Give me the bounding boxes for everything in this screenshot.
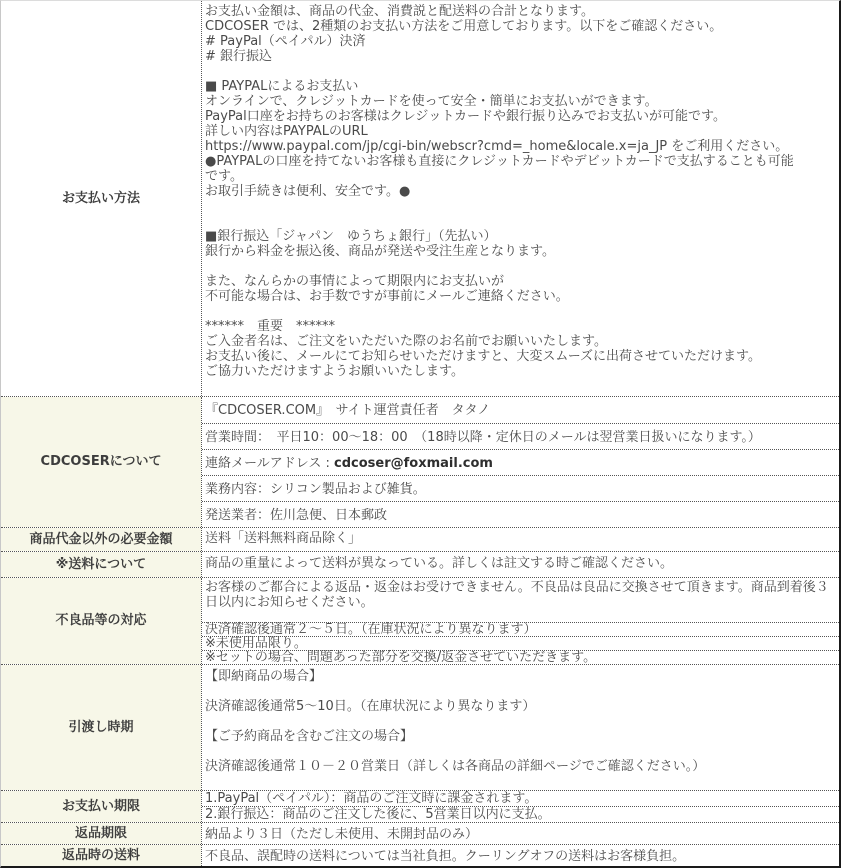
text-line: 【ご予約商品を含むご注文の場合】 xyxy=(205,729,414,744)
row-header-about-cdcoser: CDCOSERについて xyxy=(1,397,201,527)
text-line: 【即納商品の場合】 xyxy=(205,669,323,684)
text-line: CDCOSER では、2種類のお支払い方法をご用意しております。以下をご確認ください。 xyxy=(205,19,723,34)
row-payment-deadline xyxy=(1,790,839,822)
text-line xyxy=(205,259,836,274)
text-line: ●PAYPALの口座を持てないお客様も直接にクレジットカードやデビットカードで支払することも可能 xyxy=(205,154,794,169)
row-return-shipping-fee xyxy=(1,844,839,866)
row-header-payment-method: お支払い方法 xyxy=(1,1,201,396)
payment-method-content xyxy=(202,1,839,396)
defective-policy-main: お客様のご都合による返品・返金はお受けできません。不良品は良品に交換させて頂きます。商品到着後３日以内にお知らせください。 xyxy=(205,580,829,610)
payment-deadline-item-paypal: 1.PayPal（ペイパル）：商品のご注文時に課金されます。 xyxy=(205,791,538,806)
text-line: 不可能な場合は、お手数ですが事前にメールご連絡ください。 xyxy=(205,289,569,304)
text-line: お支払い後に、メールにてお知らせいただけますと、大変スムーズに出荷させていただけます。 xyxy=(205,349,762,364)
row-header-extra-fees: 商品代金以外の必要金額 xyxy=(1,528,201,551)
text-line: PayPal口座をお持ちのお客様はクレジットカードや銀行振り込みでお支払いが可能です。 xyxy=(205,109,726,124)
text-line: ■ PAYPALによるお支払い xyxy=(205,79,359,94)
about-business-hours: 営業時間： 平日10：00～18：00 （18時以降・定休日のメールは翌営業日扱いになります。） xyxy=(202,423,839,449)
text-line: オンラインで、クレジットカードを使って安全・簡単にお支払いができます。 xyxy=(205,94,658,109)
text-line xyxy=(205,199,836,214)
text-line: 詳しい内容はPAYPALのURL xyxy=(205,124,368,139)
text-line: # PayPal（ペイパル）決済 xyxy=(205,34,366,49)
row-header-shipping-note: ※送料について xyxy=(1,552,201,577)
about-site-operator: 『CDCOSER.COM』 サイト運営責任者 タタノ xyxy=(205,403,491,418)
about-business-content: 業務内容：シリコン製品および雑貨。 xyxy=(202,475,839,501)
text-line xyxy=(205,684,836,699)
text-line: また、なんらかの事情によって期限内にお支払いが xyxy=(205,274,505,289)
contact-label: 連絡メールアドレス : xyxy=(205,456,334,471)
shipping-note-content: 商品の重量によって送料が異なっている。詳しくは註文する時ご確認ください。 xyxy=(205,556,674,571)
row-header-delivery-time: 引渡し時期 xyxy=(1,665,201,790)
row-delivery-time xyxy=(1,664,839,790)
row-header-payment-deadline: お支払い期限 xyxy=(1,791,201,822)
text-line: お支払い金額は、商品の代金、消費説と配送料の合計となります。 xyxy=(205,4,594,19)
row-defective-items xyxy=(1,577,839,664)
text-line: https://www.paypal.com/jp/cgi-bin/webscr?cmd=_home&locale.x=ja_JP をご利用ください。 xyxy=(205,139,789,154)
text-line: 決済確認後通常１０－２０営業日（詳しくは各商品の詳細ページでご確認ください。） xyxy=(205,759,706,774)
row-about-cdcoser xyxy=(1,396,839,527)
text-line xyxy=(205,64,836,79)
text-line xyxy=(205,304,836,319)
row-shipping-note xyxy=(1,551,839,577)
row-header-defective-items: 不良品等の対応 xyxy=(1,578,201,664)
defective-policy-item: 決済確認後通常２～５日。（在庫状況により異なります） xyxy=(202,622,839,636)
text-line: 銀行から料金を振込後、商品が発送や受注生産となります。 xyxy=(205,244,555,259)
about-shipping-carrier: 発送業者：佐川急便、日本郵政 xyxy=(202,501,839,527)
text-line: お取引手続きは便利、安全です。● xyxy=(205,184,411,199)
text-line xyxy=(205,714,836,729)
row-extra-fees xyxy=(1,527,839,551)
return-deadline-content: 納品より３日（ただし未使用、未開封品のみ） xyxy=(205,827,479,842)
about-contact xyxy=(202,449,839,475)
text-line: ご入金者名は、ご注文をいただいた際のお名前でお願いいたします。 xyxy=(205,334,607,349)
extra-fees-content: 送料「送料無料商品除く」 xyxy=(205,531,362,546)
delivery-time-content xyxy=(202,665,839,790)
text-line xyxy=(205,744,836,759)
row-return-deadline xyxy=(1,822,839,844)
return-shipping-fee-content: 不良品、誤配時の送料については当社負担。クーリングオフの送料はお客様負担。 xyxy=(205,849,686,864)
text-line: ■銀行振込「ジャパン ゆうちょ銀行」（先払い） xyxy=(205,229,497,244)
defective-policy-item: ※セットの場合、問題あった部分を交換/返金させていただきます。 xyxy=(202,650,839,664)
text-line: 決済確認後通常5～10日。（在庫状況により異なります） xyxy=(205,699,536,714)
text-line: ****** 重要 ****** xyxy=(205,319,336,334)
row-header-return-deadline: 返品期限 xyxy=(1,823,201,844)
text-line: ご協力いただけますようお願いいたします。 xyxy=(205,364,464,379)
payment-deadline-item-bank: 2.銀行振込：商品のご注文した後に、5営業日以内に支払。 xyxy=(202,806,839,822)
defective-policy-item: ※未使用品限り。 xyxy=(202,636,839,650)
contact-email: cdcoser@foxmail.com xyxy=(334,456,493,471)
row-header-return-shipping-fee: 返品時の送料 xyxy=(1,845,201,866)
row-payment-method xyxy=(1,1,839,396)
text-line xyxy=(205,214,836,229)
text-line: です。 xyxy=(205,169,243,184)
text-line: # 銀行振込 xyxy=(205,49,273,64)
